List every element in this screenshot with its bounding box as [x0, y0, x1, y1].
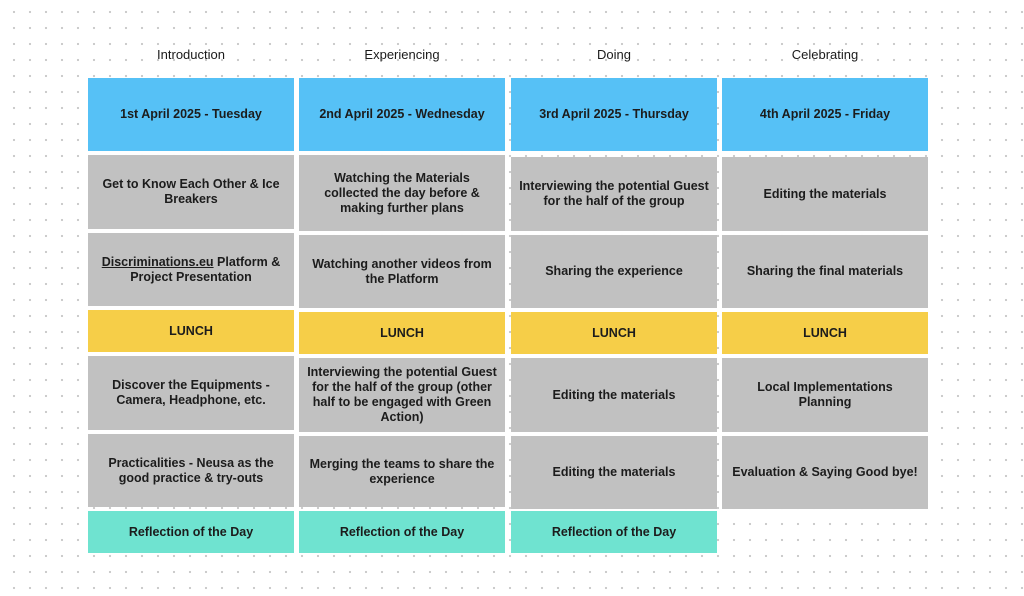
column-label-doing: Doing: [597, 47, 631, 62]
activity-card[interactable]: Evaluation & Saying Good bye!: [722, 436, 928, 509]
activity-card[interactable]: Watching the Materials collected the day before & making further plans: [299, 155, 505, 231]
lunch-card[interactable]: LUNCH: [511, 312, 717, 354]
activity-card[interactable]: Local Implementations Planning: [722, 358, 928, 432]
activity-card[interactable]: Interviewing the potential Guest for the half of the group (other half to be engaged with Green Action): [299, 358, 505, 432]
reflection-card[interactable]: Reflection of the Day: [511, 511, 717, 553]
column-label-celebrating: Celebrating: [791, 47, 859, 62]
lunch-card[interactable]: LUNCH: [722, 312, 928, 354]
activity-card[interactable]: Editing the materials: [511, 436, 717, 509]
column-label-experiencing: Experiencing: [364, 47, 440, 62]
reflection-card[interactable]: Reflection of the Day: [299, 511, 505, 553]
activity-card[interactable]: Get to Know Each Other & Ice Breakers: [88, 155, 294, 229]
discriminations-link[interactable]: Discriminations.eu: [101, 254, 214, 269]
activity-card[interactable]: [88, 233, 294, 306]
activity-card[interactable]: Editing the materials: [722, 157, 928, 231]
activity-card[interactable]: Interviewing the potential Guest for the half of the group: [511, 157, 717, 231]
activity-card[interactable]: Watching another videos from the Platform: [299, 235, 505, 308]
day-header-card[interactable]: 4th April 2025 - Friday: [722, 78, 928, 151]
day-header-card[interactable]: 3rd April 2025 - Thursday: [511, 78, 717, 151]
reflection-card[interactable]: Reflection of the Day: [88, 511, 294, 553]
lunch-card[interactable]: LUNCH: [299, 312, 505, 354]
day-header-card[interactable]: 1st April 2025 - Tuesday: [88, 78, 294, 151]
activity-card[interactable]: Sharing the experience: [511, 235, 717, 308]
activity-card[interactable]: Editing the materials: [511, 358, 717, 432]
activity-card[interactable]: Sharing the final materials: [722, 235, 928, 308]
lunch-card[interactable]: LUNCH: [88, 310, 294, 352]
activity-card[interactable]: Discover the Equipments - Camera, Headphone, etc.: [88, 356, 294, 430]
activity-card[interactable]: Merging the teams to share the experience: [299, 436, 505, 507]
day-header-card[interactable]: 2nd April 2025 - Wednesday: [299, 78, 505, 151]
column-label-introduction: Introduction: [157, 47, 225, 62]
activity-card-text: Platform & Project Presentation: [130, 254, 281, 284]
activity-card[interactable]: Practicalities - Neusa as the good practice & try-outs: [88, 434, 294, 507]
